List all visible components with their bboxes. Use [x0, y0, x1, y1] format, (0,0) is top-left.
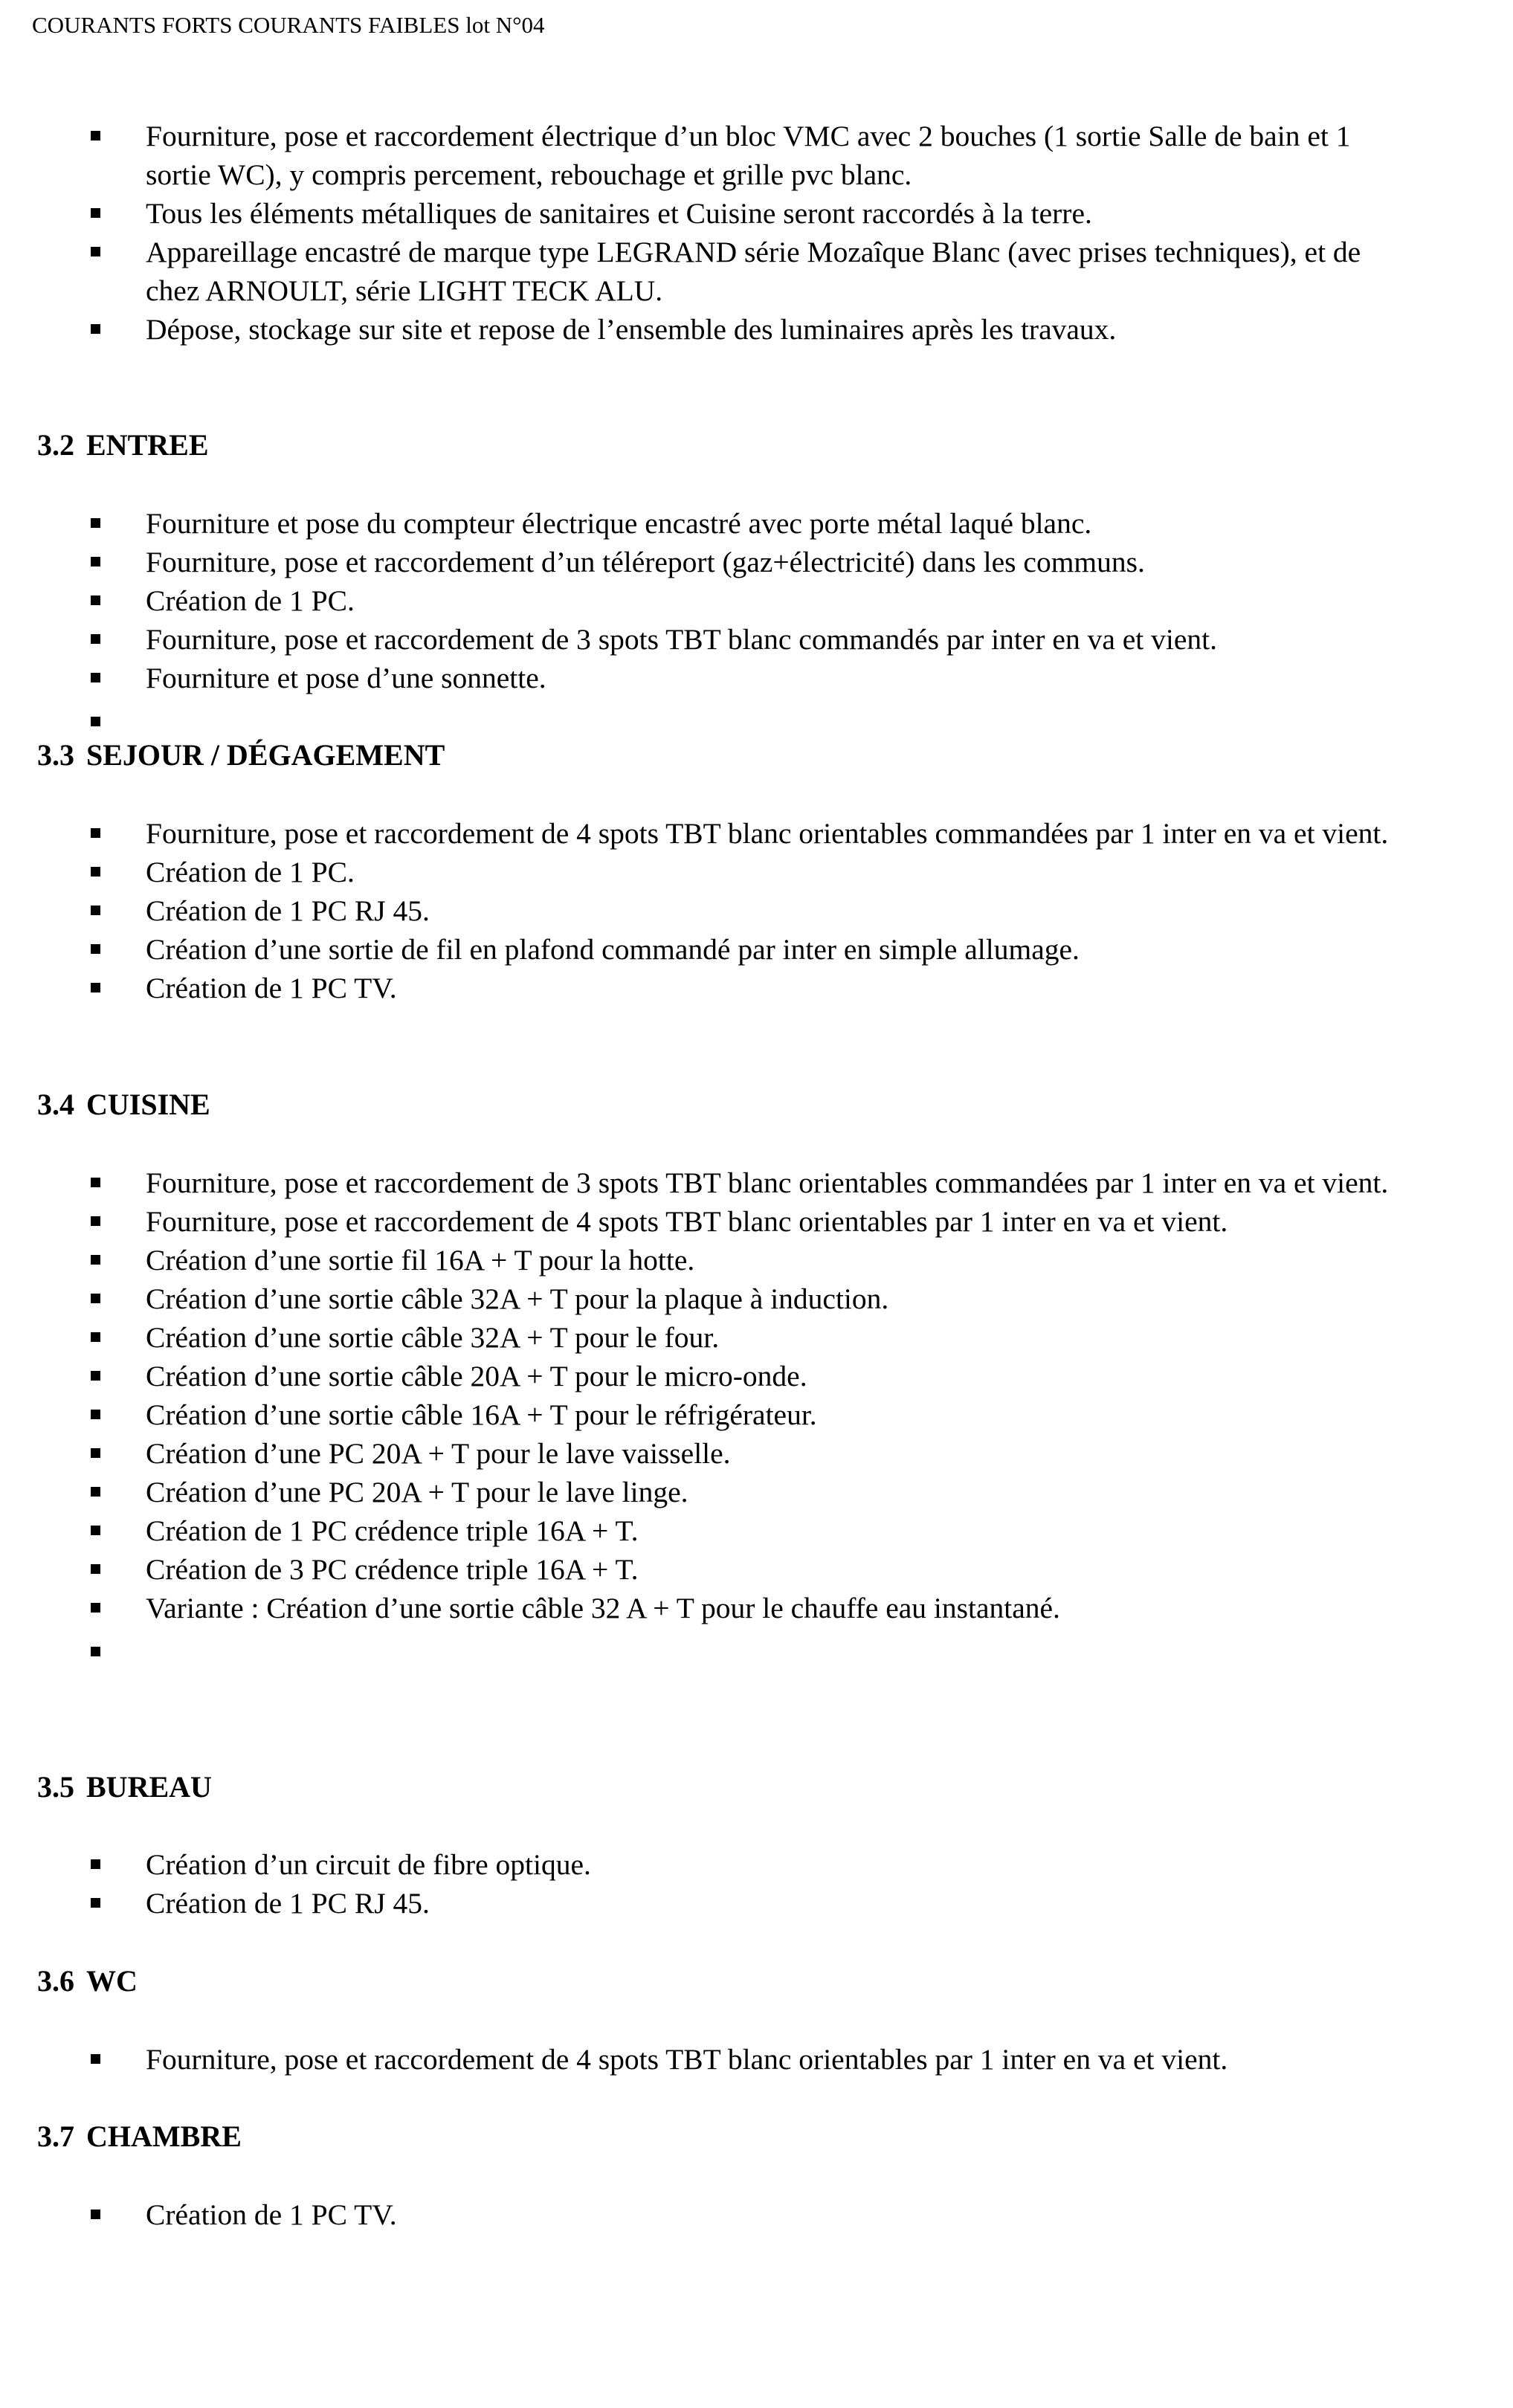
list-item-text: Création de 1 PC. [146, 856, 355, 888]
section-title: BUREAU [86, 1770, 212, 1804]
section-heading [37, 1768, 212, 1807]
square-bullet-icon [91, 2210, 100, 2219]
square-bullet-icon [91, 1487, 100, 1497]
list-item [0, 814, 1410, 853]
square-bullet-icon [91, 1371, 100, 1381]
square-bullet-icon [91, 867, 100, 877]
list-item [0, 1318, 1410, 1357]
square-bullet-icon [91, 1898, 100, 1908]
list-item [0, 504, 1410, 543]
list-item [0, 1241, 1410, 1279]
section-list [0, 504, 1513, 736]
list-item-text: Appareillage encastré de marque type LEGRAND série Mozaîque Blanc (avec prises techniques), et de chez ARNOULT, série LIGHT TECK ALU. [146, 236, 1361, 307]
square-bullet-icon [91, 131, 100, 141]
square-bullet-icon [91, 518, 100, 528]
list-item-text: Fourniture, pose et raccordement de 4 spots TBT blanc orientables par 1 inter en va et vient. [146, 2043, 1228, 2076]
list-item [0, 1589, 1410, 1627]
list-item [0, 1357, 1410, 1395]
square-bullet-icon [91, 717, 100, 726]
square-bullet-icon [91, 673, 100, 682]
list-item-text: Fourniture, pose et raccordement de 4 spots TBT blanc orientables commandées par 1 inter en va et vient. [146, 817, 1389, 850]
square-bullet-icon [91, 944, 100, 954]
square-bullet-icon [91, 1603, 100, 1613]
list-item [0, 194, 1410, 233]
section-number: 3.3 [37, 738, 74, 772]
square-bullet-icon [91, 983, 100, 992]
square-bullet-icon [91, 1859, 100, 1869]
section-title: SEJOUR / DÉGAGEMENT [86, 738, 445, 772]
section-list [0, 1845, 1513, 1923]
list-item-text: Création d’une sortie câble 32A + T pour le four. [146, 1321, 720, 1354]
section-heading [37, 2117, 242, 2156]
list-item-text: Fourniture et pose d’une sonnette. [146, 662, 546, 694]
list-item-text: Création d’une PC 20A + T pour le lave linge. [146, 1476, 688, 1508]
square-bullet-icon [91, 1564, 100, 1574]
list-item-text: Création d’une PC 20A + T pour le lave vaisselle. [146, 1437, 731, 1470]
list-item-text: Création d’une sortie de fil en plafond commandé par inter en simple allumage. [146, 933, 1080, 966]
section-number: 3.4 [37, 1088, 74, 1121]
list-item-text: Création d’une sortie câble 32A + T pour la plaque à induction. [146, 1282, 889, 1315]
section-title: ENTREE [86, 428, 209, 462]
section-heading [37, 1085, 210, 1124]
list-item-text: Fourniture, pose et raccordement de 3 spots TBT blanc orientables commandées par 1 inter en va et vient. [146, 1166, 1389, 1199]
list-item [0, 1550, 1410, 1589]
section-list [0, 2195, 1513, 2234]
square-bullet-icon [91, 1216, 100, 1226]
list-item-text: Fourniture, pose et raccordement d’un téléreport (gaz+électricité) dans les communs. [146, 546, 1145, 578]
square-bullet-icon [91, 1255, 100, 1265]
square-bullet-icon [91, 1294, 100, 1303]
square-bullet-icon [91, 324, 100, 334]
list-item [0, 1845, 1410, 1884]
list-item [0, 117, 1410, 194]
list-item-text: Variante : Création d’une sortie câble 32 A + T pour le chauffe eau instantané. [146, 1592, 1060, 1624]
section-list [0, 2040, 1513, 2079]
section-number: 3.6 [37, 1964, 74, 1998]
section-heading [37, 1962, 138, 2001]
list-item-text: Création de 1 PC TV. [146, 2198, 397, 2231]
square-bullet-icon [91, 557, 100, 567]
list-item-text: Fourniture, pose et raccordement électrique d’un bloc VMC avec 2 bouches (1 sortie Salle de bain et 1 sortie WC), y compris percement, rebouchage et grille pvc blanc. [146, 120, 1351, 191]
section-number: 3.7 [37, 2120, 74, 2153]
list-item-text: Création de 1 PC crédence triple 16A + T. [146, 1514, 639, 1547]
list-item-text: Création de 1 PC. [146, 584, 355, 617]
list-item-text: Création d’une sortie câble 20A + T pour le micro-onde. [146, 1360, 807, 1392]
section-title: CUISINE [86, 1088, 210, 1121]
list-item-text: Création de 1 PC RJ 45. [146, 1887, 430, 1920]
section-title: CHAMBRE [86, 2120, 242, 2153]
section-list [0, 814, 1513, 1007]
section-list [0, 1163, 1513, 1666]
list-item [0, 543, 1410, 581]
list-item [0, 233, 1410, 310]
square-bullet-icon [91, 828, 100, 838]
list-item [0, 2040, 1410, 2079]
list-item [0, 1279, 1410, 1318]
list-item [0, 853, 1410, 891]
square-bullet-icon [91, 1526, 100, 1535]
section-title: WC [86, 1964, 138, 1998]
section-heading [37, 426, 209, 465]
list-item [0, 2195, 1410, 2234]
section-number: 3.5 [37, 1770, 74, 1804]
list-item-text: Création de 1 PC TV. [146, 972, 397, 1004]
list-item [0, 1473, 1410, 1511]
list-item [0, 1884, 1410, 1923]
list-item-text: Création de 3 PC crédence triple 16A + T. [146, 1553, 639, 1586]
list-item-text: Fourniture et pose du compteur électrique encastré avec porte métal laqué blanc. [146, 507, 1092, 540]
intro-list [0, 117, 1513, 349]
square-bullet-icon [91, 906, 100, 915]
square-bullet-icon [91, 247, 100, 256]
square-bullet-icon [91, 208, 100, 218]
list-item [0, 1202, 1410, 1241]
list-item-empty [0, 1627, 1410, 1666]
list-item [0, 310, 1410, 349]
list-item [0, 1395, 1410, 1434]
list-item-text: Création d’une sortie câble 16A + T pour le réfrigérateur. [146, 1398, 817, 1431]
section-number: 3.2 [37, 428, 74, 462]
square-bullet-icon [91, 1332, 100, 1342]
list-item [0, 891, 1410, 930]
square-bullet-icon [91, 595, 100, 605]
list-item [0, 1163, 1410, 1202]
list-item [0, 930, 1410, 969]
page-header: COURANTS FORTS COURANTS FAIBLES lot N°04 [32, 12, 545, 38]
list-item [0, 1511, 1410, 1550]
square-bullet-icon [91, 1647, 100, 1656]
list-item-text: Fourniture, pose et raccordement de 3 spots TBT blanc commandés par inter en va et vient. [146, 623, 1217, 656]
list-item-text: Fourniture, pose et raccordement de 4 spots TBT blanc orientables par 1 inter en va et vient. [146, 1205, 1228, 1238]
square-bullet-icon [91, 2054, 100, 2064]
list-item [0, 659, 1410, 697]
section-heading [37, 736, 445, 775]
square-bullet-icon [91, 634, 100, 644]
list-item-text: Création d’un circuit de fibre optique. [146, 1848, 591, 1881]
square-bullet-icon [91, 1178, 100, 1187]
list-item [0, 969, 1410, 1007]
list-item [0, 581, 1410, 620]
square-bullet-icon [91, 1448, 100, 1458]
list-item-empty [0, 697, 1410, 736]
list-item-text: Création de 1 PC RJ 45. [146, 894, 430, 927]
list-item-text: Dépose, stockage sur site et repose de l’ensemble des luminaires après les travaux. [146, 313, 1117, 346]
list-item [0, 620, 1410, 659]
list-item-text: Création d’une sortie fil 16A + T pour la hotte. [146, 1244, 695, 1276]
list-item [0, 1434, 1410, 1473]
list-item-text: Tous les éléments métalliques de sanitaires et Cuisine seront raccordés à la terre. [146, 197, 1092, 230]
square-bullet-icon [91, 1410, 100, 1419]
